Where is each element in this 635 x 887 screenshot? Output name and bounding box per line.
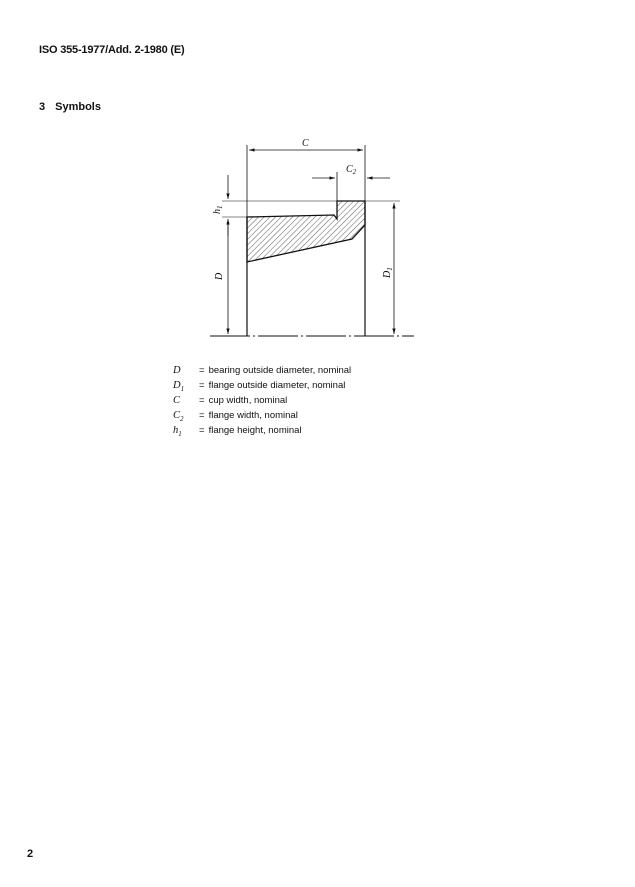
symbols-legend [173,363,351,438]
label-C: C [302,138,309,149]
legend-symbol: $C_2$ [173,410,184,424]
section-title: Symbols [55,101,101,113]
label-h1: $h_1$ [212,205,224,214]
legend-symbol: $h_1$ [173,425,182,439]
legend-text: flange width, nominal [208,410,298,421]
legend-symbol: D [173,365,181,376]
legend-item: $D_1$ = flange outside diameter, nominal [173,378,351,393]
legend-text: cup width, nominal [208,395,288,406]
legend-item: D = bearing outside diameter, nominal [173,363,351,378]
legend-text: flange outside diameter, nominal [208,380,346,391]
label-D: D [214,272,225,280]
document-header: ISO 355-1977/Add. 2-1980 (E) [39,44,185,56]
cup-cross-section [247,201,365,262]
legend-text: flange height, nominal [208,425,302,436]
section-number: 3 [39,101,46,113]
page-number: 2 [27,848,34,860]
legend-item: C = cup width, nominal [173,393,351,408]
legend-symbol: C [173,395,181,406]
legend-text: bearing outside diameter, nominal [208,365,352,376]
label-D1: $D_1$ [382,267,394,278]
legend-item: $h_1$ = flange height, nominal [173,423,351,438]
label-C2: $C_2$ [346,164,357,176]
legend-symbol: $D_1$ [173,380,185,394]
legend-item: $C_2$ = flange width, nominal [173,408,351,423]
